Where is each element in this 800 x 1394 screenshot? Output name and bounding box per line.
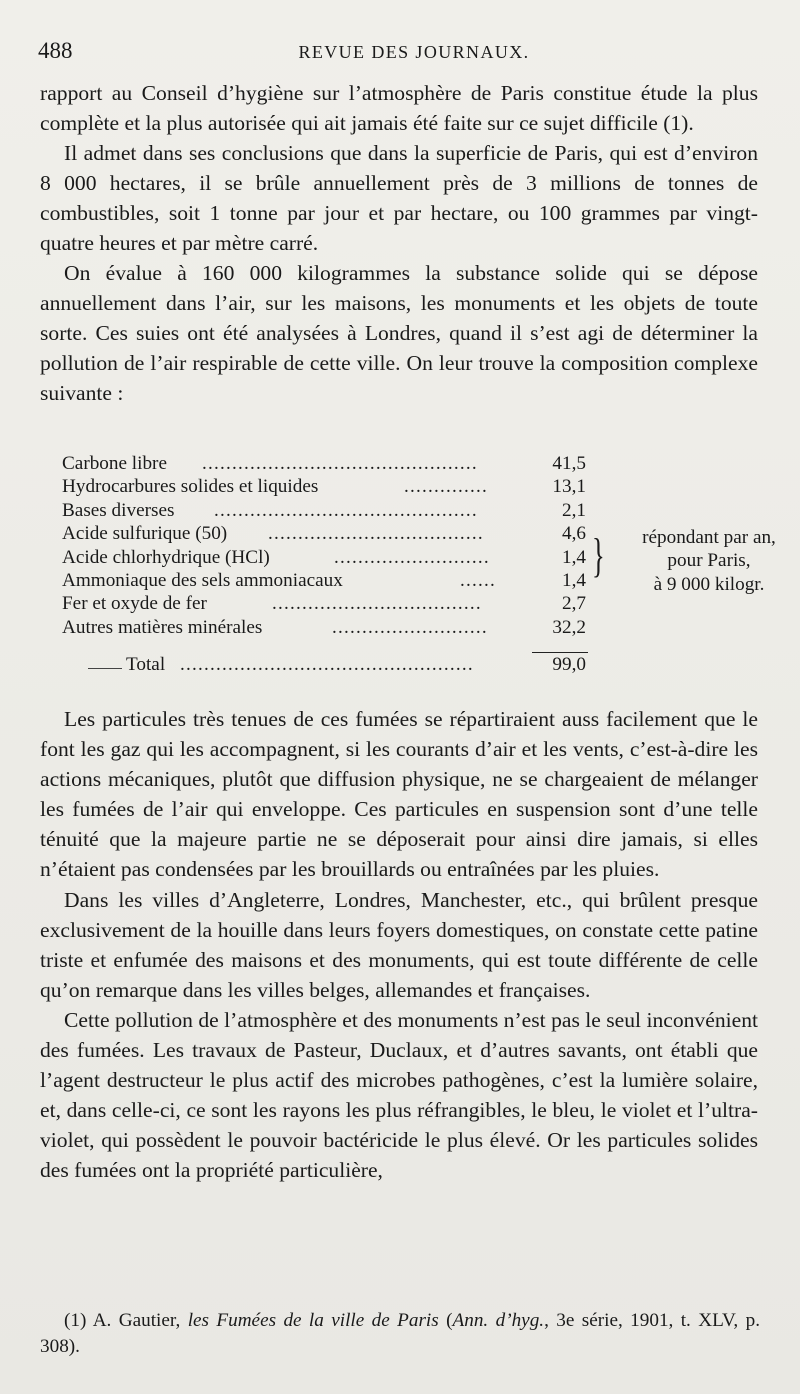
paragraph: Dans les villes d’Angleterre, Londres, Manchester, etc., qui brûlent presque exclusivement de la houille dans leurs foyers domestiques, on constate cette patine triste et enfumée des maisons et des monuments, qui est toute différente de celle qu’on remarque dans les villes belges, allemandes et françaises. — [40, 887, 758, 1002]
row-label: Acide chlorhydrique (HCl) — [62, 546, 270, 568]
footnote — [40, 1308, 760, 1360]
leader-dots: ............................................ — [214, 499, 478, 521]
table-row — [62, 616, 762, 639]
brace-note-line: pour Paris, — [667, 550, 751, 572]
brace-note-line: répondant par an, — [642, 527, 776, 548]
running-head: REVUE DES JOURNAUX. — [298, 42, 530, 62]
dash-mark — [88, 668, 122, 669]
paragraph: rapport au Conseil d’hygiène sur l’atmosphère de Paris constitue étude la plus complète et la plus autorisée qui ait jamais été faite sur ce sujet difficile (1). — [40, 81, 758, 135]
table-total-row — [62, 653, 762, 676]
row-label: Bases diverses — [62, 499, 175, 521]
leader-dots: ...... — [460, 569, 496, 591]
brace-note — [614, 526, 800, 596]
footnote-text — [40, 1308, 760, 1360]
footnote-rest: , 3e série, 1901, t. XLV, p. 308). — [40, 1310, 761, 1357]
row-label: Hydrocarbures solides et liquides — [62, 476, 319, 498]
page-header — [38, 38, 760, 68]
page-number: 488 — [38, 38, 73, 63]
leader-dots: .............. — [404, 476, 488, 498]
row-value: 1,4 — [562, 569, 586, 591]
row-value: 2,1 — [562, 499, 586, 521]
composition-table — [62, 452, 776, 677]
leader-dots: .................................... — [268, 523, 484, 545]
leader-dots: .......................... — [332, 616, 488, 638]
row-label: Ammoniaque des sels ammoniacaux — [62, 569, 343, 591]
table-row — [62, 452, 762, 475]
row-value: 4,6 — [562, 523, 586, 545]
footnote-prefix: (1) A. Gautier, — [64, 1310, 188, 1331]
row-label: Carbone libre — [62, 453, 167, 474]
total-label: Total — [126, 654, 166, 676]
row-value: 32,2 — [552, 616, 586, 638]
row-value: 2,7 — [562, 593, 586, 615]
row-value: 41,5 — [552, 453, 586, 474]
paragraph: On évalue à 160 000 kilogrammes la substance solide qui se dépose annuellement dans l’air, sur les maisons, les monuments et les objets de toute sorte. Ces suies ont été analysées à Londres, quand il s’est agi de déterminer la pollution de l’air respirable de cette ville. On leur trouve la composition complexe suivante : — [40, 261, 758, 405]
table-row — [62, 499, 762, 522]
body-text-bottom — [40, 704, 758, 1186]
leader-dots: .......................... — [334, 546, 490, 568]
footnote-title: les Fumées de la ville de Paris — [187, 1310, 439, 1331]
total-value: 99,0 — [552, 654, 586, 676]
row-label: Acide sulfurique (50) — [62, 523, 228, 545]
leader-dots: ................................................. — [180, 654, 474, 676]
row-label: Fer et oxyde de fer — [62, 593, 207, 615]
row-label: Autres matières minérales — [62, 616, 263, 638]
footnote-journal: Ann. d’hyg. — [452, 1310, 545, 1331]
row-value: 13,1 — [552, 476, 586, 498]
row-value: 1,4 — [562, 546, 586, 568]
paragraph: Cette pollution de l’atmosphère et des monuments n’est pas le seul inconvénient des fumées. Les travaux de Pasteur, Duclaux, et d’autres savants, ont établi que l’agent destructeur le plus actif des microbes pathogènes, c’est la lumière solaire, et, dans celle-ci, ce sont les rayons les plus réfrangibles, le bleu, le violet et l’ultra-violet, qui possèdent le pouvoir bactéricide le plus élevé. Or les particules solides des fumées ont la propriété particulière, — [40, 1007, 758, 1183]
brace-note-line: à 9 000 kilogr. — [653, 573, 765, 595]
body-text-top — [40, 78, 758, 408]
leader-dots: ................................... — [272, 593, 482, 615]
brace: } — [592, 529, 605, 582]
table-row — [62, 475, 762, 498]
leader-dots: .............................................. — [202, 453, 478, 474]
paragraph: Il admet dans ses conclusions que dans la superficie de Paris, qui est d’environ 8 000 hectares, il se brûle annuellement près de 3 millions de tonnes de combustibles, soit 1 tonne par jour et par hectare, ou 100 grammes par vingt-quatre heures et par mètre carré. — [40, 141, 758, 255]
paragraph: Les particules très tenues de ces fumées se répartiraient auss facilement que le font les gaz qui les accompagnent, si les courants d’air et les vents, c’est-à-dire les actions mécaniques, plutôt que diffusion physique, ne se chargeaient de mélanger les fumées de l’air qui enveloppe. Ces particules en suspension sont d’une telle ténuité que la majeure partie ne se déposerait pour ainsi dire jamais, si elles n’étaient pas condensées par les brouillards ou entraînées par les pluies. — [40, 707, 758, 882]
footnote-paren: ( — [438, 1310, 453, 1331]
